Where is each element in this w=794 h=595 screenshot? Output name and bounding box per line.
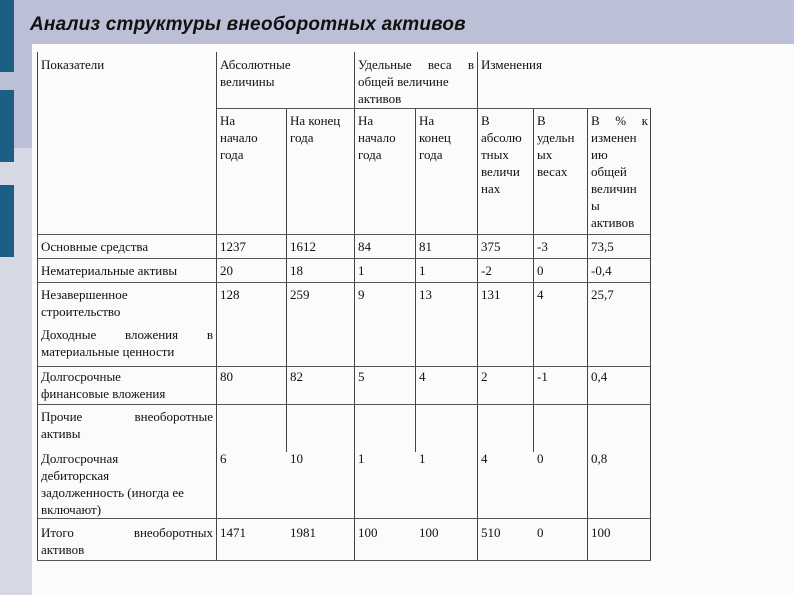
header-abs-end: На конец года [290, 113, 341, 145]
cell-value: 84 [358, 239, 371, 254]
cell-value: 1 [419, 263, 426, 278]
left-edge-bar [0, 185, 14, 257]
cell-value: 375 [481, 239, 501, 254]
left-edge-bar [0, 90, 14, 162]
table-column-line [477, 52, 478, 560]
cell-value: 131 [481, 287, 501, 302]
cell-value: 1237 [220, 239, 246, 254]
left-edge-bar [0, 0, 14, 72]
cell-value: 4 [537, 287, 544, 302]
cell-value: 0 [537, 263, 544, 278]
header-weights-start: На начало года [358, 113, 396, 162]
table-row-line [37, 282, 651, 283]
row-label-total: Итого внеоборотных активов [41, 525, 213, 557]
header-change-percent: В % к изменен ию общей величин ы активов [591, 113, 648, 230]
cell-value: -2 [481, 263, 492, 278]
table-row-line [37, 404, 651, 405]
cell-value: 0 [537, 451, 544, 466]
table-column-line [587, 108, 588, 560]
row-label-other-assets: Прочие внеоборотные активы [41, 409, 213, 441]
cell-value: 73,5 [591, 239, 614, 254]
cell-value: 1 [358, 451, 365, 466]
cell-value: 1 [419, 451, 426, 466]
cell-value: -3 [537, 239, 548, 254]
cell-value: 100 [358, 525, 378, 540]
cell-value: 2 [481, 369, 488, 384]
header-changes: Изменения [481, 57, 542, 72]
table-column-line [415, 108, 416, 452]
cell-value: 20 [220, 263, 233, 278]
table-row-line [37, 234, 651, 235]
cell-value: 9 [358, 287, 365, 302]
table-row-line [37, 258, 651, 259]
table-row-line [37, 518, 651, 519]
cell-value: 1 [358, 263, 365, 278]
table-column-line [286, 108, 287, 452]
cell-value: 4 [481, 451, 488, 466]
cell-value: 4 [419, 369, 426, 384]
page-title: Анализ структуры внеоборотных активов [30, 14, 466, 35]
row-label-intangible-assets: Нематериальные активы [41, 263, 178, 278]
cell-value: 0,8 [591, 451, 608, 466]
cell-value: 0 [537, 525, 544, 540]
header-change-absolute: В абсолю тных величи нах [481, 113, 522, 196]
cell-value: 25,7 [591, 287, 614, 302]
cell-value: 128 [220, 287, 240, 302]
cell-value: 13 [419, 287, 432, 302]
header-abs-start: На начало года [220, 113, 258, 162]
table-row-line [37, 366, 651, 367]
row-label-fixed-assets: Основные средства [41, 239, 149, 254]
cell-value: 259 [290, 287, 310, 302]
header-change-weights: В удельн ых весах [537, 113, 575, 179]
row-label-long-term-receivables: Долгосрочная дебиторская задолженность (иногда ее включают) [41, 451, 184, 517]
cell-value: 1612 [290, 239, 316, 254]
cell-value: -0,4 [591, 263, 612, 278]
table-row-line [217, 108, 651, 109]
header-weights: Удельные веса в общей величине активов [358, 57, 474, 106]
cell-value: 510 [481, 525, 501, 540]
cell-value: -1 [537, 369, 548, 384]
cell-value: 80 [220, 369, 233, 384]
table-column-line [354, 52, 355, 560]
header-indicators: Показатели [41, 57, 105, 72]
table-column-line [37, 52, 38, 560]
row-label-long-term-investments: Долгосрочные финансовые вложения [41, 369, 166, 401]
row-label-income-investments: Доходные вложения в материальные ценности [41, 327, 213, 359]
header-absolute: Абсолютные величины [220, 57, 291, 89]
cell-value: 81 [419, 239, 432, 254]
cell-value: 10 [290, 451, 303, 466]
cell-value: 5 [358, 369, 365, 384]
table-column-line [216, 52, 217, 560]
cell-value: 0,4 [591, 369, 608, 384]
table-column-line [650, 108, 651, 560]
cell-value: 82 [290, 369, 303, 384]
table-column-line [533, 108, 534, 452]
table-row-line [37, 560, 651, 561]
header-weights-end: На конец года [419, 113, 451, 162]
cell-value: 100 [591, 525, 611, 540]
cell-value: 100 [419, 525, 439, 540]
cell-value: 6 [220, 451, 227, 466]
cell-value: 1981 [290, 525, 316, 540]
cell-value: 18 [290, 263, 303, 278]
cell-value: 1471 [220, 525, 246, 540]
row-label-construction-in-progress: Незавершенное строительство [41, 287, 128, 319]
